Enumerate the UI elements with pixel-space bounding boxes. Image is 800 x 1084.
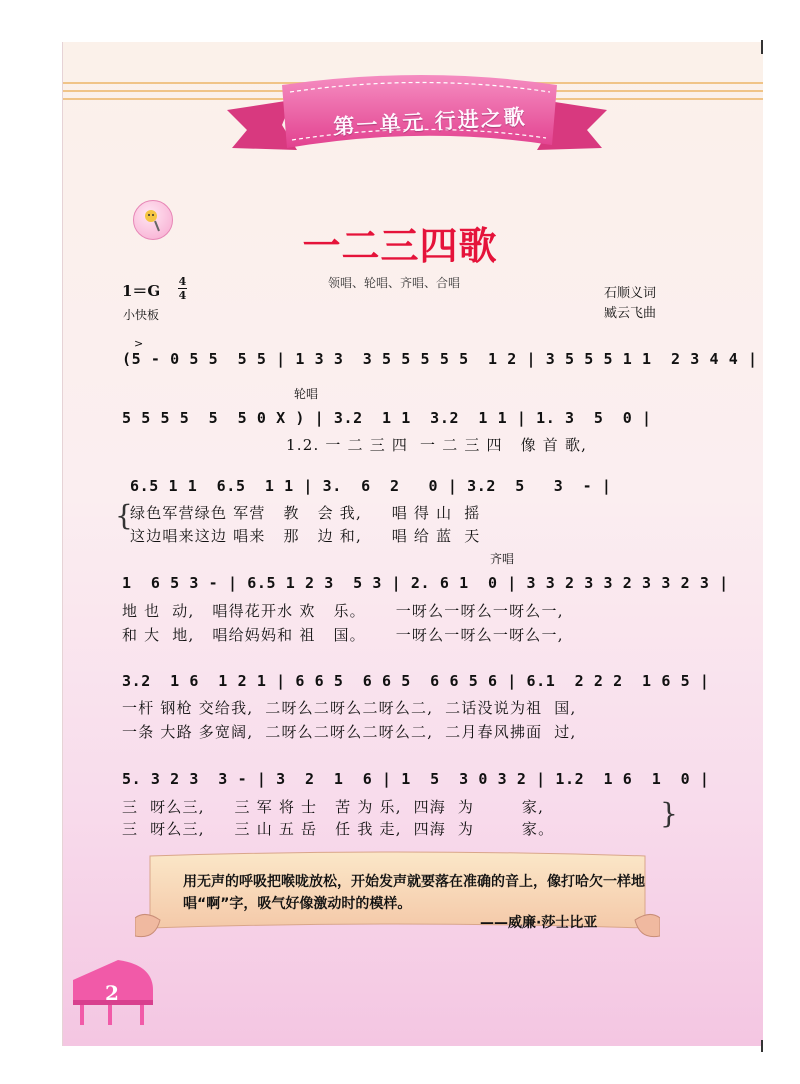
- lyrics-row-4a: 地 也 动, 唱得花开水 欢 乐。 一呀么一呀么一呀么一,: [122, 602, 564, 620]
- tempo-marking: 小快板: [123, 308, 160, 322]
- lyrics-row-3b: 这边唱来这边 唱来 那 边 和, 唱 给 蓝 天: [130, 527, 481, 545]
- score-row-3: 6.5 1 1 6.5 1 1 | 3. 6 2 0 | 3.2 5 3 - |: [130, 477, 612, 495]
- accent-mark: >: [134, 337, 144, 350]
- lyrics-row-4b: 和 大 地, 唱给妈妈和 祖 国。 一呀么一呀么一呀么一,: [122, 626, 564, 644]
- score-row-1: (5 - 0 5 5 5 5 | 1 3 3 3 5 5 5 5 5 1 2 | 3 5 5 5 1 1 2 3 4 4 |: [122, 350, 758, 368]
- quote-text: 用无声的呼吸把喉咙放松，开始发声就要落在准确的音上，像打哈欠一样地唱“啊”字，吸气好像激动时的模样。: [183, 874, 645, 912]
- lyrics-row-5b: 一条 大路 多宽阔, 二呀么二呀么二呀么二, 二月春风拂面 过,: [122, 723, 577, 741]
- unison-marker: 齐唱: [490, 552, 515, 566]
- verse-brace-end: }: [660, 797, 678, 830]
- lyrics-row-6a: 三 呀么三, 三 军 将 士 苦 为 乐, 四海 为 家,: [122, 798, 545, 816]
- page-number: 2: [105, 981, 119, 1005]
- crop-mark: [761, 40, 763, 54]
- score-row-2: 5 5 5 5 5 5 0 X ) | 3.2 1 1 3.2 1 1 | 1. 3 5 0 |: [122, 409, 652, 427]
- unit-banner-text: 第一单元 行进之歌: [332, 103, 528, 140]
- verse-brace: {: [115, 499, 133, 532]
- crop-mark: [761, 1040, 763, 1052]
- time-top: 4: [178, 275, 187, 288]
- composer: 臧云飞曲: [604, 306, 657, 321]
- round-marker: 轮唱: [294, 387, 319, 401]
- quote-author: ——威廉·莎士比亚: [480, 915, 598, 931]
- lyrics-row-3a: 绿色军营绿色 军营 教 会 我, 唱 得 山 摇: [130, 504, 481, 522]
- song-title: 一二三四歌: [302, 224, 498, 268]
- lyricist: 石顺义词: [604, 286, 657, 301]
- lyrics-row-2: 1.2. 一 二 三 四 一 二 三 四 像 首 歌,: [286, 436, 588, 454]
- lyrics-row-5a: 一杆 钢枪 交给我, 二呀么二呀么二呀么二, 二话没说为祖 国,: [122, 699, 577, 717]
- score-row-6: 5. 3 2 3 3 - | 3 2 1 6 | 1 5 3 0 3 2 | 1.2 1 6 1 0 |: [122, 770, 710, 788]
- lyrics-row-6b: 三 呀么三, 三 山 五 岳 任 我 走, 四海 为 家。: [122, 820, 555, 838]
- time-bottom: 4: [178, 289, 187, 302]
- score-row-5: 3.2 1 6 1 2 1 | 6 6 5 6 6 5 6 6 5 6 | 6.1 2 2 2 1 6 5 |: [122, 672, 710, 690]
- music-note-icon: [133, 200, 173, 240]
- key-signature: 1＝G: [122, 282, 161, 300]
- performance-forms: 领唱、轮唱、齐唱、合唱: [328, 276, 461, 290]
- time-signature: [178, 276, 187, 301]
- score-row-4: 1 6 5 3 - | 6.5 1 2 3 5 3 | 2. 6 1 0 | 3 3 2 3 3 2 3 3 2 3 |: [122, 574, 729, 592]
